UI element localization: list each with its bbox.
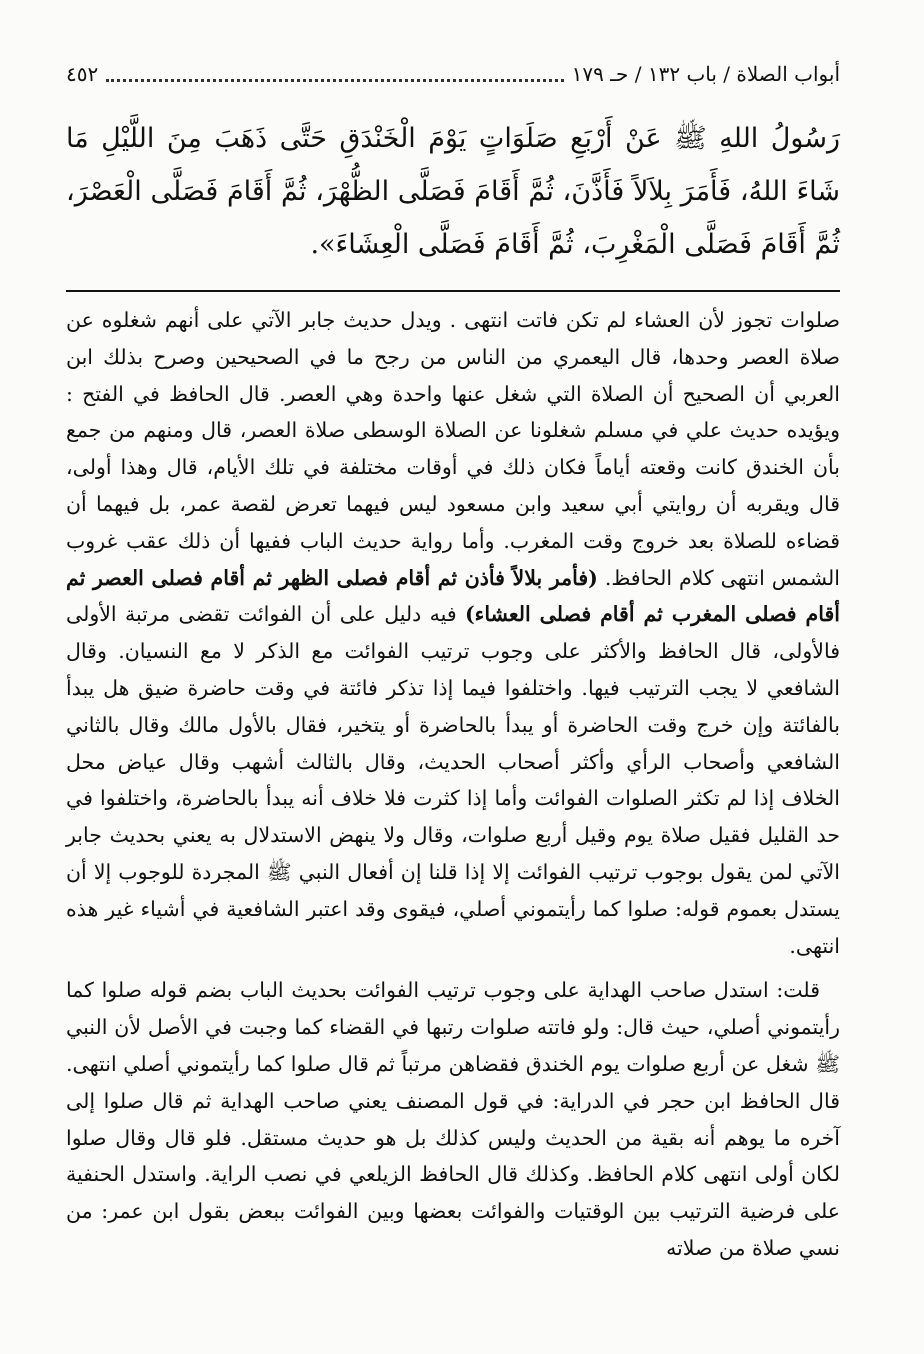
commentary-p1-rest: فيه دليل على أن الفوائت تقضى مرتبة الأولى فالأولى، قال الحافظ والأكثر على وجوب ترتيب الفوائت مع الذكر لا مع النسيان. وقال الشافعي لا يجب الترتيب فيها. واختلفوا فيما إذا تذكر فائتة في وقت حاضرة ضيق هل يبدأ بالفائتة وإن خرج وقت الحاضرة أو يبدأ بالحاضرة أو يتخير، فقال بالأول مالك وقال بالثاني الشافعي وأصحاب الرأي وأكثر أصحاب الحديث، وقال بالثالث أشهب وقال عياض محل الخلاف إذا لم تكثر الصلوات الفوائت وأما إذا كثرت فلا خلاف أنه يبدأ بالحاضرة، واختلفوا في حد القليل فقيل صلاة يوم وقيل أربع صلوات، وقال ولا ينهض الاستدلال به يعني بحديث جابر الآتي لمن يقول بوجوب ترتيب الفوائت إلا إذا قلنا إن أفعال النبي ﷺ المجردة للوجوب إلا أن يستدل بعموم قوله: صلوا كما رأيتموني أصلي، فيقوى وقد اعتبر الشافعية في أشياء غير هذه انتهى. xyxy=(66,602,840,958)
commentary-paragraph-2: قلت: استدل صاحب الهداية على وجوب ترتيب الفوائت بحديث الباب بضم قوله صلوا كما رأيتموني أصلي، حيث قال: ولو فاتته صلوات رتبها في القضاء كما وجبت في الأصل لأن النبي ﷺ شغل عن أربع صلوات يوم الخندق فقضاهن مرتباً ثم قال صلوا كما رأيتموني أصلي انتهى. قال الحافظ ابن حجر في الدراية: في قول المصنف يعني صاحب الهداية ثم قال صلوا إلى آخره ما يوهم أنه بقية من الحديث وليس كذلك بل هو حديث مستقل. فلو قال وقال صلوا لكان أولى انتهى كلام الحافظ. وكذلك قال الحافظ الزيلعي في نصب الراية. واستدل الحنفية على فرضية الترتيب بين الوقتيات والفوائت بعضها وبين الفوائت ببعض بقول ابن عمر: من نسي صلاة من صلاته xyxy=(66,978,840,1260)
commentary-paragraph-1 xyxy=(66,302,840,964)
page-number: ٤٥٢ xyxy=(66,62,99,86)
running-title: أبواب الصلاة / باب ١٣٢ / حـ ١٧٩ xyxy=(571,62,840,86)
hadith-text: رَسُولُ اللهِ ﷺ عَنْ أَرْبَعِ صَلَوَاتٍ يَوْمَ الْخَنْدَقِ حَتَّى ذَهَبَ مِنَ اللَّيْلِ مَا شَاءَ اللهُ، فَأَمَرَ بِلاَلاً فَأَذَّنَ، ثُمَّ أَقَامَ فَصَلَّى الظُّهْرَ، ثُمَّ أَقَامَ فَصَلَّى الْعَصْرَ، ثُمَّ أَقَامَ فَصَلَّى الْمَغْرِبَ، ثُمَّ أَقَامَ فَصَلَّى الْعِشَاءَ». xyxy=(66,123,840,260)
footnote-divider xyxy=(66,290,840,292)
commentary-p1-intro: صلوات تجوز لأن العشاء لم تكن فاتت انتهى . ويدل حديث جابر الآتي على أنهم شغلوه عن صلاة العصر وحدها، قال اليعمري من الناس من رجح ما في الصحيحين وصرح بذلك ابن العربي أن الصحيح أن الصلاة التي شغل عنها واحدة وهي العصر. قال الحافظ في الفتح : ويؤيده حديث علي في مسلم شغلونا عن الصلاة الوسطى صلاة العصر، قال ومنهم من جمع بأن الخندق كانت وقعته أياماً فكان ذلك في أوقات مختلفة في تلك الأيام، قال وهذا أولى، قال ويقربه أن روايتي أبي سعيد وابن مسعود ليس فيهما تعرض لقصة عمر، بل فيهما أن قضاءه للصلاة بعد خروج وقت المغرب. وأما رواية حديث الباب ففيها أن ذلك عقب غروب الشمس انتهى كلام الحافظ. xyxy=(66,308,840,590)
page-header xyxy=(66,58,840,90)
commentary xyxy=(66,302,840,1267)
commentary-p1-quoted-hadith: (فأمر بلالاً فأذن ثم أقام فصلى الظهر ثم أقام فصلى العصر ثم أقام فصلى المغرب ثم أقام فصلى العشاء) xyxy=(66,565,840,627)
header-leader-dots xyxy=(106,79,563,82)
